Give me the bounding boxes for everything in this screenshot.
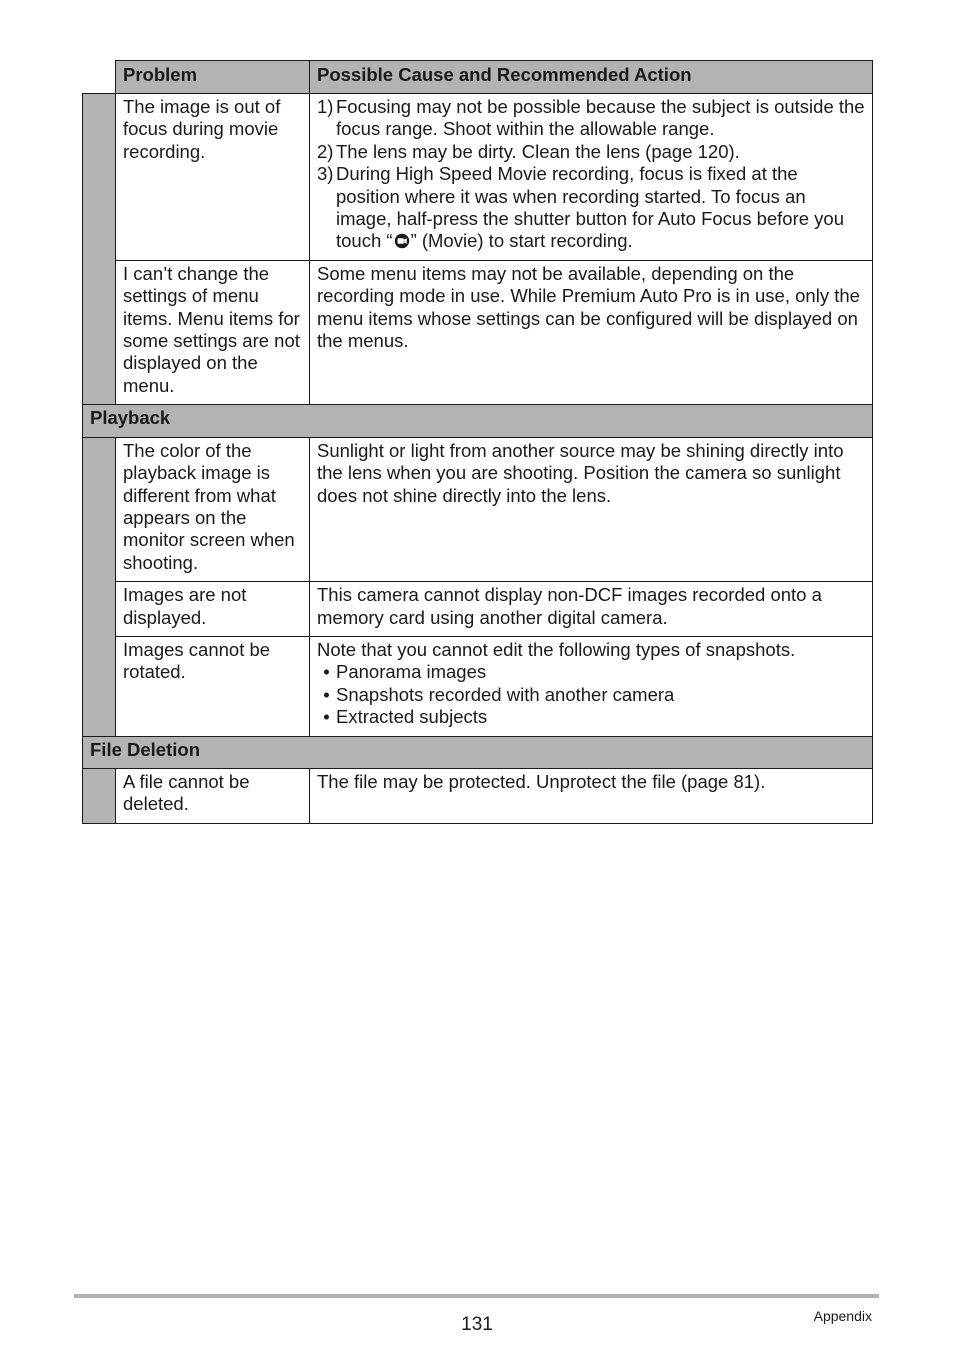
item-text: The lens may be dirty. Clean the lens (page 120). bbox=[336, 140, 740, 162]
bullet-text: Panorama images bbox=[336, 661, 487, 683]
table-row bbox=[83, 768, 873, 823]
section-header-row bbox=[83, 736, 873, 768]
item-number: 2) bbox=[317, 140, 334, 162]
table-row bbox=[83, 94, 873, 261]
section-title-file-deletion: File Deletion bbox=[83, 736, 873, 768]
problem-cell: Images cannot be rotated. bbox=[116, 636, 310, 736]
side-bar bbox=[83, 437, 116, 736]
item-text: Focusing may not be possible because the subject is outside the focus range. Shoot within the allowable range. bbox=[336, 96, 865, 140]
bullet-text: Extracted subjects bbox=[336, 706, 488, 728]
troubleshooting-table bbox=[82, 60, 873, 824]
numbered-item bbox=[317, 141, 865, 163]
action-cell bbox=[310, 636, 873, 736]
bullet-item bbox=[317, 661, 865, 683]
header-action: Possible Cause and Recommended Action bbox=[310, 61, 873, 94]
table-row bbox=[83, 582, 873, 637]
problem-cell: Images are not displayed. bbox=[116, 582, 310, 637]
table-header-row bbox=[83, 61, 873, 94]
action-cell: Some menu items may not be available, depending on the recording mode in use. While Premium Auto Pro is in use, only the menu items whose settings can be configured will be displayed on the menus. bbox=[310, 260, 873, 404]
table-row bbox=[83, 437, 873, 581]
bullet-icon: • bbox=[323, 706, 330, 728]
numbered-item bbox=[317, 163, 865, 253]
problem-cell: A file cannot be deleted. bbox=[116, 768, 310, 823]
bullet-item bbox=[317, 706, 865, 728]
bullet-text: Snapshots recorded with another camera bbox=[336, 683, 675, 705]
table-row bbox=[83, 636, 873, 736]
page-number: 131 bbox=[461, 1314, 493, 1335]
item-text-before: During High Speed Movie recording, focus is fixed at the position where it was when recording started. To focus an image, half-press the shutter button for Auto Focus before you touch “ bbox=[336, 163, 845, 252]
header-problem: Problem bbox=[116, 61, 310, 94]
item-text bbox=[336, 163, 865, 253]
section-title-playback: Playback bbox=[83, 405, 873, 437]
side-bar bbox=[83, 94, 116, 405]
item-number: 1) bbox=[317, 96, 334, 117]
numbered-item bbox=[317, 96, 865, 141]
bullet-item bbox=[317, 684, 865, 706]
action-cell bbox=[310, 94, 873, 261]
footer-section-label: Appendix bbox=[813, 1308, 872, 1324]
action-cell: The file may be protected. Unprotect the file (page 81). bbox=[310, 768, 873, 823]
action-intro: Note that you cannot edit the following types of snapshots. bbox=[317, 638, 796, 660]
side-bar bbox=[83, 768, 116, 823]
item-number: 3) bbox=[317, 163, 334, 185]
action-cell: This camera cannot display non-DCF images recorded onto a memory card using another digital camera. bbox=[310, 582, 873, 637]
item-text-after: ” (Movie) to start recording. bbox=[410, 230, 633, 252]
section-header-row bbox=[83, 405, 873, 437]
table-row bbox=[83, 260, 873, 404]
action-cell: Sunlight or light from another source may be shining directly into the lens when you are shooting. Position the camera so sunlight does not shine directly into the lens. bbox=[310, 437, 873, 581]
footer-rule bbox=[74, 1294, 879, 1298]
header-spacer bbox=[83, 61, 116, 94]
problem-cell: The image is out of focus during movie recording. bbox=[116, 94, 310, 261]
movie-icon bbox=[393, 231, 411, 249]
bullet-icon: • bbox=[323, 661, 330, 683]
problem-cell: I can’t change the settings of menu items. Menu items for some settings are not displayed on the menu. bbox=[116, 260, 310, 404]
problem-cell: The color of the playback image is different from what appears on the monitor screen when shooting. bbox=[116, 437, 310, 581]
bullet-icon: • bbox=[323, 683, 330, 705]
